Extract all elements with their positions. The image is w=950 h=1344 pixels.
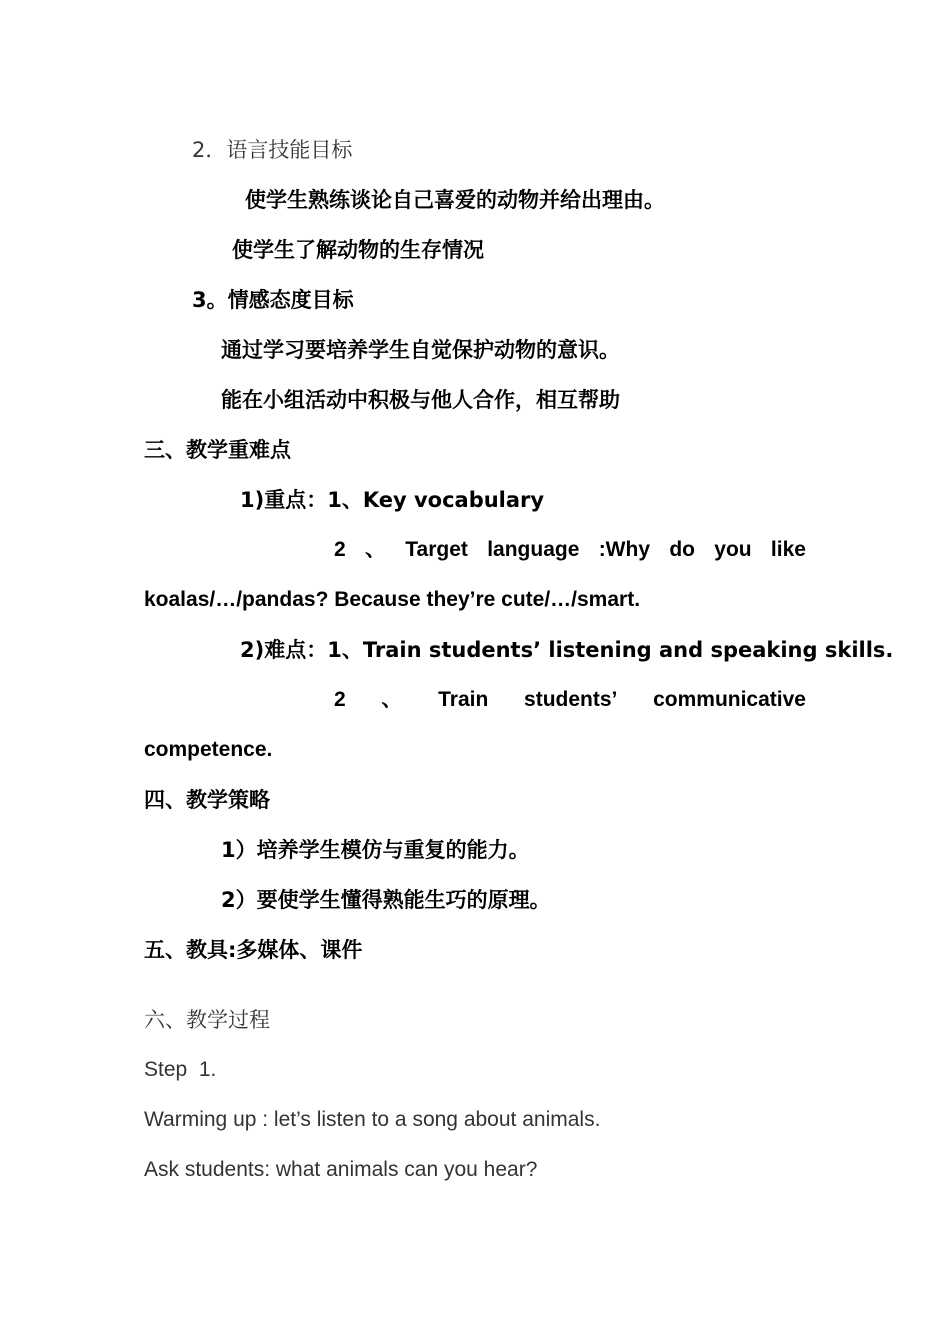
difficult-point-line-1: 2)难点：1、Train students’ listening and speaking skills. <box>240 638 894 662</box>
key-difficult-points-heading: 三、教学重难点 <box>144 438 291 462</box>
teaching-tools: 五、教具:多媒体、课件 <box>144 938 363 962</box>
difficult-point-word: Train <box>438 688 489 711</box>
difficult-point-word: 2 <box>334 688 346 711</box>
key-point-line-1: 1)重点：1、Key vocabulary <box>240 488 545 512</box>
key-point-word: do <box>669 538 695 561</box>
key-point-line-2 <box>334 536 806 564</box>
language-skills-item-1: 使学生熟练谈论自己喜爱的动物并给出理由。 <box>245 188 665 212</box>
teaching-strategy-item-2: 2）要使学生懂得熟能生巧的原理。 <box>221 888 551 912</box>
teaching-strategy-item-1: 1）培养学生模仿与重复的能力。 <box>221 838 530 862</box>
difficult-point-line-2-continued: competence. <box>144 738 273 761</box>
attitude-goals-heading: 3。情感态度目标 <box>192 288 354 312</box>
teaching-process-heading: 六、教学过程 <box>144 1008 270 1032</box>
key-point-word: language <box>487 538 580 561</box>
attitude-goals-item-1: 通过学习要培养学生自觉保护动物的意识。 <box>221 338 620 362</box>
attitude-goals-item-2: 能在小组活动中积极与他人合作，相互帮助 <box>221 388 620 412</box>
key-point-word: 2 <box>334 538 346 561</box>
difficult-point-word: communicative <box>653 688 806 711</box>
difficult-point-word: 、 <box>381 688 403 711</box>
key-point-word: 、 <box>364 538 386 561</box>
ask-students-text: Ask students: what animals can you hear? <box>144 1158 538 1181</box>
language-skills-heading: 2．语言技能目标 <box>192 138 353 162</box>
difficult-point-word: students’ <box>524 688 618 711</box>
key-point-word: like <box>770 538 806 561</box>
language-skills-item-2: 使学生了解动物的生存情况 <box>232 238 484 262</box>
key-point-word: Target <box>405 538 468 561</box>
teaching-strategy-heading: 四、教学策略 <box>144 788 270 812</box>
key-point-word: you <box>714 538 752 561</box>
difficult-point-line-2 <box>334 686 806 714</box>
step-label: Step 1. <box>144 1058 217 1081</box>
key-point-word: :Why <box>598 538 651 561</box>
key-point-line-2-continued: koalas/…/pandas? Because they’re cute/…/smart. <box>144 588 641 611</box>
warming-up-text: Warming up : let’s listen to a song about animals. <box>144 1108 601 1131</box>
